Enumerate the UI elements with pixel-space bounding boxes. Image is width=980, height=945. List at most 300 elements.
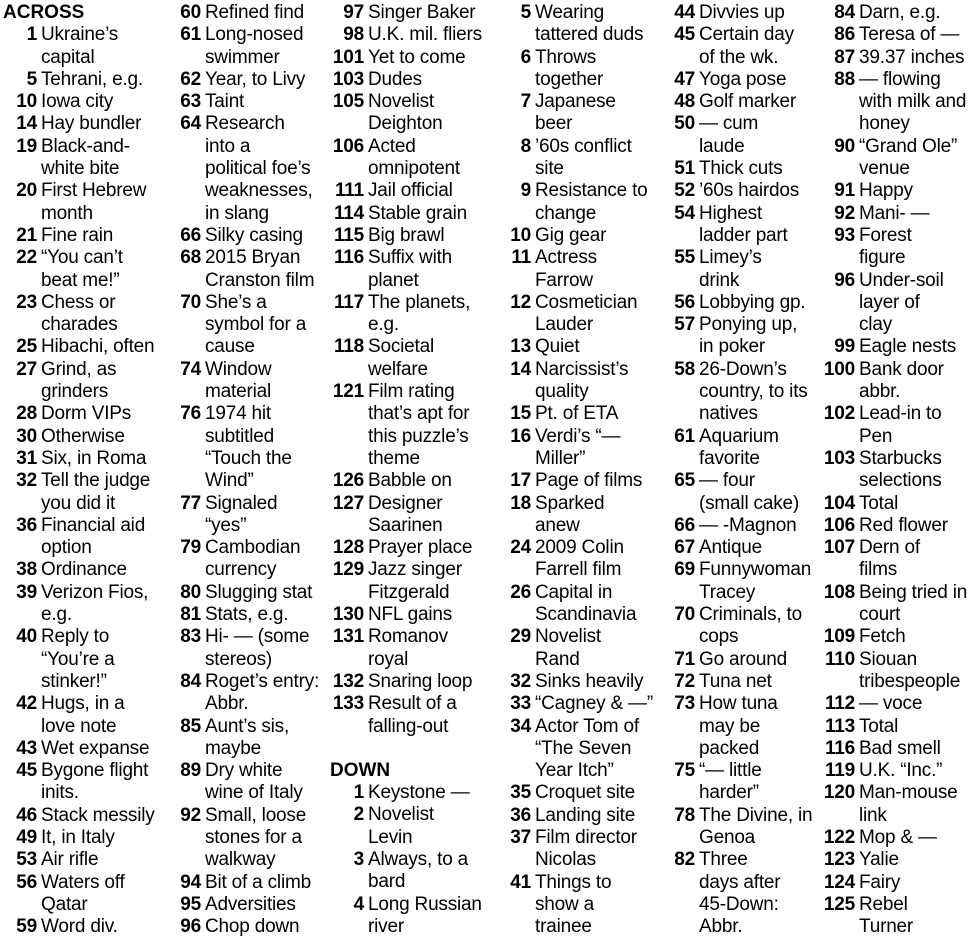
clue-text: Ukraine’s capital	[41, 24, 119, 68]
clue-number: 95	[180, 893, 201, 915]
clue-number: 91	[834, 180, 855, 202]
clue-down	[821, 582, 980, 627]
clue-number: 42	[16, 693, 37, 715]
clue-down	[821, 24, 980, 46]
clue-down	[497, 872, 663, 939]
clue-number: 34	[510, 715, 531, 737]
clue-column-3	[330, 2, 495, 938]
clue-down	[821, 448, 980, 493]
clue-number: 87	[834, 46, 855, 68]
clue-across	[330, 180, 495, 202]
clue-text: Aunt’s sis, maybe	[205, 715, 290, 759]
clue-number: 14	[16, 113, 37, 135]
clue-number: 40	[16, 626, 37, 648]
clue-number: 82	[674, 849, 695, 871]
clue-text: Ponying up, in poker	[699, 314, 798, 358]
clue-text: Under-soil layer of clay	[859, 269, 944, 336]
clue-number: 66	[180, 224, 201, 246]
clue-across	[167, 91, 329, 113]
clue-text: The planets, e.g.	[368, 291, 471, 336]
clue-column-5	[661, 2, 827, 938]
clue-text: Rebel Turner	[859, 893, 914, 938]
clue-down	[497, 47, 663, 92]
clue-number: 116	[333, 247, 364, 269]
clue-down	[821, 626, 980, 648]
clue-text: Being tried in court	[859, 581, 968, 626]
clue-down	[821, 136, 980, 181]
clue-number: 81	[180, 604, 201, 626]
clue-text: Happy	[859, 180, 913, 202]
clue-text: Research into a political foe’s weaknesses, in slang	[205, 113, 313, 224]
clue-number: 76	[180, 403, 201, 425]
clue-down	[497, 336, 663, 358]
clue-text: Stack messily	[41, 804, 155, 826]
clue-across	[3, 91, 165, 113]
clue-number: 12	[510, 291, 531, 313]
clue-number: 18	[510, 492, 531, 514]
clue-down	[821, 203, 980, 225]
clue-across	[3, 24, 165, 69]
clue-text: Adversities	[205, 893, 296, 915]
clue-text: ’60s hairdos	[699, 180, 800, 202]
clue-number: 100	[823, 358, 855, 380]
clue-text: Starbucks selections	[859, 447, 942, 492]
clue-number: 9	[520, 180, 531, 202]
clue-text: Tuna net	[699, 670, 772, 692]
clue-across	[167, 403, 329, 492]
clue-number: 1	[26, 24, 37, 46]
clue-text: Thick cuts	[699, 158, 783, 180]
clue-number: 8	[520, 135, 531, 157]
clue-text: Result of a falling-out	[368, 693, 457, 737]
clue-number: 97	[343, 2, 364, 23]
clue-text: Capital in Scandinavia	[535, 581, 637, 626]
clue-number: 30	[16, 425, 37, 447]
clue-number: 63	[180, 91, 201, 113]
clue-number: 51	[674, 158, 695, 180]
clue-text: ’60s conflict site	[535, 135, 632, 180]
clue-across	[167, 760, 329, 805]
clue-down	[661, 113, 827, 158]
clue-across	[330, 493, 495, 538]
clue-text: Word div.	[41, 916, 118, 938]
clue-number: 75	[674, 760, 695, 782]
clue-text: Total	[859, 715, 899, 737]
clue-text: Wearing tattered duds	[535, 2, 644, 46]
clue-down	[821, 225, 980, 270]
clue-text: Singer Baker	[368, 2, 476, 23]
clue-text: Dry white wine of Italy	[205, 760, 303, 804]
clue-number: 106	[823, 514, 855, 536]
clue-number: 102	[823, 403, 855, 425]
clue-number: 80	[180, 581, 201, 603]
clue-number: 21	[16, 224, 37, 246]
clue-down	[330, 894, 495, 939]
clue-down	[497, 782, 663, 804]
clue-across	[3, 180, 165, 225]
clue-text: Novelist Levin	[368, 804, 434, 848]
clue-text: Always, to a bard	[368, 848, 469, 893]
clue-text: Taint	[205, 91, 245, 113]
clue-down	[661, 359, 827, 426]
clue-down	[661, 760, 827, 805]
clue-number: 32	[16, 470, 37, 492]
clue-text: Aquarium favorite	[699, 425, 779, 469]
clue-number: 84	[834, 2, 855, 23]
clue-across	[330, 91, 495, 136]
clue-number: 103	[823, 447, 855, 469]
clue-down	[497, 716, 663, 783]
clue-number: 26	[510, 581, 531, 603]
clue-number: 48	[674, 91, 695, 113]
clue-down	[497, 693, 663, 715]
clue-text: Narcissist’s quality	[535, 358, 629, 403]
clue-number: 56	[16, 871, 37, 893]
clue-across	[3, 359, 165, 404]
clue-down	[497, 292, 663, 337]
clue-down	[661, 314, 827, 359]
clue-text: Designer Saarinen	[368, 492, 443, 536]
clue-number: 110	[824, 648, 855, 670]
clue-text: Stats, e.g.	[205, 604, 289, 626]
clue-down	[497, 426, 663, 471]
clue-across	[3, 426, 165, 448]
clue-down	[821, 359, 980, 404]
clue-column-2	[167, 2, 329, 938]
clue-text: Yoga pose	[699, 68, 787, 90]
clue-text: Golf marker	[699, 91, 797, 113]
clue-text: Cambodian currency	[205, 537, 301, 581]
clue-across	[330, 626, 495, 671]
clue-number: 53	[16, 849, 37, 871]
clue-across	[167, 225, 329, 247]
clue-number: 121	[332, 381, 364, 403]
clue-text: Mop & —	[859, 826, 937, 848]
clue-text: Refined find	[205, 2, 305, 23]
clue-down	[661, 649, 827, 671]
clue-text: Verdi’s “— Miller”	[535, 425, 621, 469]
clue-across	[167, 716, 329, 761]
clue-text: Keystone —	[368, 782, 470, 804]
clue-number: 22	[16, 247, 37, 269]
clue-number: 7	[520, 91, 531, 113]
clue-number: 120	[823, 782, 855, 804]
clue-down	[661, 69, 827, 91]
clue-down	[821, 649, 980, 694]
clue-text: Financial aid option	[41, 514, 146, 559]
clue-text: — -Magnon	[699, 514, 797, 536]
clue-down	[661, 24, 827, 69]
clue-text: Cosmetician Lauder	[535, 291, 638, 336]
clue-text: Man-mouse link	[859, 782, 958, 826]
clue-across	[167, 626, 329, 671]
clue-text: Resistance to change	[535, 180, 648, 224]
clue-number: 5	[520, 2, 531, 23]
clue-text: Gig gear	[535, 224, 607, 246]
clue-down	[497, 582, 663, 627]
clue-number: 62	[180, 68, 201, 90]
clue-text: 26-Down’s country, to its natives	[699, 358, 808, 425]
clue-number: 132	[332, 670, 364, 692]
clue-text: Criminals, to cops	[699, 604, 802, 648]
clue-text: Siouan tribespeople	[859, 648, 961, 692]
clue-text: Go around	[699, 648, 787, 670]
clue-across	[3, 872, 165, 917]
clue-across	[330, 247, 495, 292]
clue-number: 59	[16, 916, 37, 938]
clue-number: 69	[674, 559, 695, 581]
clue-number: 29	[510, 626, 531, 648]
clue-number: 17	[510, 470, 531, 492]
clue-text: Japanese beer	[535, 91, 616, 135]
clue-number: 93	[834, 224, 855, 246]
clue-down	[497, 537, 663, 582]
clue-across	[330, 604, 495, 626]
clue-number: 13	[510, 336, 531, 358]
clue-down	[497, 359, 663, 404]
clue-text: Slugging stat	[205, 581, 313, 603]
clue-text: Tehrani, e.g.	[41, 68, 143, 90]
clue-number: 130	[332, 604, 364, 626]
clue-number: 86	[834, 24, 855, 46]
clue-text: Black-and- white bite	[41, 135, 130, 180]
clue-across	[330, 537, 495, 559]
clue-number: 96	[834, 269, 855, 291]
clue-number: 122	[823, 826, 855, 848]
clue-text: Dorm VIPs	[41, 403, 132, 425]
clue-down	[661, 203, 827, 248]
clue-text: Novelist Rand	[535, 626, 601, 670]
clue-number: 3	[353, 848, 364, 870]
clue-across	[3, 113, 165, 135]
clue-number: 1	[353, 782, 364, 804]
clue-down	[661, 849, 827, 938]
clue-number: 133	[332, 693, 364, 715]
clue-number: 36	[510, 804, 531, 826]
clue-text: Signaled “yes”	[205, 492, 278, 536]
clue-text: Fetch	[859, 626, 906, 648]
clue-down	[661, 515, 827, 537]
clue-number: 92	[834, 202, 855, 224]
clue-number: 35	[510, 782, 531, 804]
clue-text: U.K. “Inc.”	[859, 760, 943, 782]
clue-text: Bank door abbr.	[859, 358, 944, 403]
clue-down	[661, 2, 827, 24]
clue-down	[497, 403, 663, 425]
clue-down	[821, 738, 980, 760]
clue-number: 14	[510, 358, 531, 380]
clue-across	[330, 47, 495, 69]
down-header: DOWN	[330, 759, 391, 781]
clue-across	[167, 24, 329, 69]
clue-down	[821, 336, 980, 358]
clue-across	[167, 537, 329, 582]
clue-across	[167, 113, 329, 224]
clue-number: 127	[332, 492, 364, 514]
clue-number: 64	[180, 113, 201, 135]
clue-number: 67	[674, 537, 695, 559]
clue-number: 116	[824, 737, 855, 759]
clue-across	[3, 738, 165, 760]
clue-number: 117	[333, 291, 364, 313]
clue-text: Antique	[699, 537, 763, 559]
clue-number: 32	[510, 670, 531, 692]
clue-text: Wet expanse	[41, 737, 150, 759]
clue-across	[167, 671, 329, 716]
clue-number: 128	[332, 537, 364, 559]
clue-text: Sinks heavily	[535, 670, 644, 692]
clue-number: 39	[16, 581, 37, 603]
clue-down	[661, 247, 827, 292]
clue-number: 113	[824, 715, 855, 737]
clue-number: 98	[343, 24, 364, 46]
clue-text: Limey’s drink	[699, 247, 762, 291]
clue-text: Throws together	[535, 46, 604, 90]
clue-down	[330, 849, 495, 894]
clue-text: “Cagney & —”	[535, 693, 653, 715]
clue-text: “— little harder”	[699, 760, 762, 804]
clue-down	[661, 671, 827, 693]
clue-down	[497, 180, 663, 225]
clue-number: 107	[823, 537, 855, 559]
clue-text: Teresa of —	[859, 24, 960, 46]
clue-number: 37	[510, 826, 531, 848]
clue-across	[3, 582, 165, 627]
clue-across	[3, 336, 165, 358]
clue-number: 31	[16, 447, 37, 469]
clue-number: 61	[180, 24, 201, 46]
clue-down	[821, 180, 980, 202]
clue-down	[821, 47, 980, 69]
clue-number: 77	[180, 492, 201, 514]
clue-text: Chop down	[205, 916, 300, 938]
clue-text: Pt. of ETA	[535, 403, 619, 425]
clue-down	[497, 91, 663, 136]
clue-number: 25	[16, 336, 37, 358]
clue-number: 94	[180, 871, 201, 893]
clue-down	[821, 827, 980, 849]
clue-number: 92	[180, 804, 201, 826]
clue-number: 65	[674, 470, 695, 492]
clue-text: Year, to Livy	[205, 68, 306, 90]
clue-number: 88	[834, 68, 855, 90]
clue-number: 54	[674, 202, 695, 224]
clue-number: 109	[823, 626, 855, 648]
clue-down	[497, 626, 663, 671]
clue-down	[821, 760, 980, 782]
clue-text: Ordinance	[41, 559, 127, 581]
clue-number: 24	[510, 537, 531, 559]
clue-across	[3, 827, 165, 849]
clue-across	[330, 336, 495, 381]
clue-down	[821, 894, 980, 939]
clue-number: 15	[510, 403, 531, 425]
clue-column-1	[3, 2, 165, 938]
clue-across	[167, 916, 329, 938]
clue-across	[330, 69, 495, 91]
clue-across	[330, 24, 495, 46]
clue-across	[330, 203, 495, 225]
clue-text: Waters off Qatar	[41, 871, 125, 915]
clue-down	[661, 693, 827, 760]
clue-column-4	[497, 2, 663, 938]
clue-text: Croquet site	[535, 782, 636, 804]
clue-number: 60	[180, 2, 201, 23]
clue-down	[821, 403, 980, 448]
clue-text: Snaring loop	[368, 670, 473, 692]
clue-down	[661, 426, 827, 471]
clue-text: Film rating that’s apt for this puzzle’s theme	[368, 381, 470, 469]
clue-down	[821, 270, 980, 337]
clue-down	[330, 782, 495, 804]
clue-across	[330, 559, 495, 604]
clue-number: 56	[674, 291, 695, 313]
clue-across	[330, 225, 495, 247]
clue-text: Quiet	[535, 336, 580, 358]
clue-number: 131	[332, 626, 364, 648]
clue-number: 4	[353, 893, 364, 915]
clue-text: Sparked anew	[535, 492, 605, 536]
clue-text: Bygone flight inits.	[41, 760, 149, 804]
clue-number: 78	[674, 804, 695, 826]
clue-text: Total	[859, 492, 899, 514]
clue-text: Eagle nests	[859, 336, 957, 358]
clue-text: Roget’s entry: Abbr.	[205, 670, 320, 715]
clue-text: 2015 Bryan Cranston film	[205, 247, 315, 291]
clue-across	[167, 2, 329, 24]
clue-text: Tell the judge you did it	[41, 470, 151, 514]
clue-text: Jail official	[368, 180, 453, 202]
clue-number: 126	[332, 470, 364, 492]
clue-number: 16	[510, 425, 531, 447]
clue-down	[497, 493, 663, 538]
clue-number: 11	[511, 247, 531, 269]
clue-number: 10	[510, 224, 531, 246]
clue-number: 43	[16, 737, 37, 759]
clue-text: Mani- —	[859, 202, 930, 224]
clue-number: 101	[332, 46, 364, 68]
clue-number: 112	[824, 693, 855, 715]
clue-number: 57	[674, 314, 695, 336]
clue-text: U.K. mil. fliers	[368, 24, 482, 46]
clue-down	[497, 136, 663, 181]
clue-text: Air rifle	[41, 849, 99, 871]
clue-across	[330, 2, 495, 24]
clue-across	[330, 470, 495, 492]
clue-number: 124	[823, 871, 855, 893]
clue-down	[821, 537, 980, 582]
clue-number: 19	[16, 135, 37, 157]
clue-text: Bad smell	[859, 737, 941, 759]
clue-text: She’s a symbol for a cause	[205, 291, 307, 358]
clue-number: 10	[16, 91, 37, 113]
clue-text: Hi- — (some stereos)	[205, 626, 310, 670]
clue-number: 90	[834, 135, 855, 157]
clue-number: 70	[674, 604, 695, 626]
clue-number: 103	[332, 68, 364, 90]
clue-text: Page of films	[535, 470, 643, 492]
clue-number: 46	[16, 804, 37, 826]
clue-text: Lobbying gp.	[699, 291, 806, 313]
clue-number: 36	[16, 514, 37, 536]
clue-text: Novelist Deighton	[368, 91, 443, 135]
clue-across	[3, 693, 165, 738]
clue-down	[661, 559, 827, 604]
clue-across	[330, 693, 495, 738]
clue-down	[821, 872, 980, 894]
clue-down	[661, 470, 827, 515]
clue-across	[330, 136, 495, 181]
